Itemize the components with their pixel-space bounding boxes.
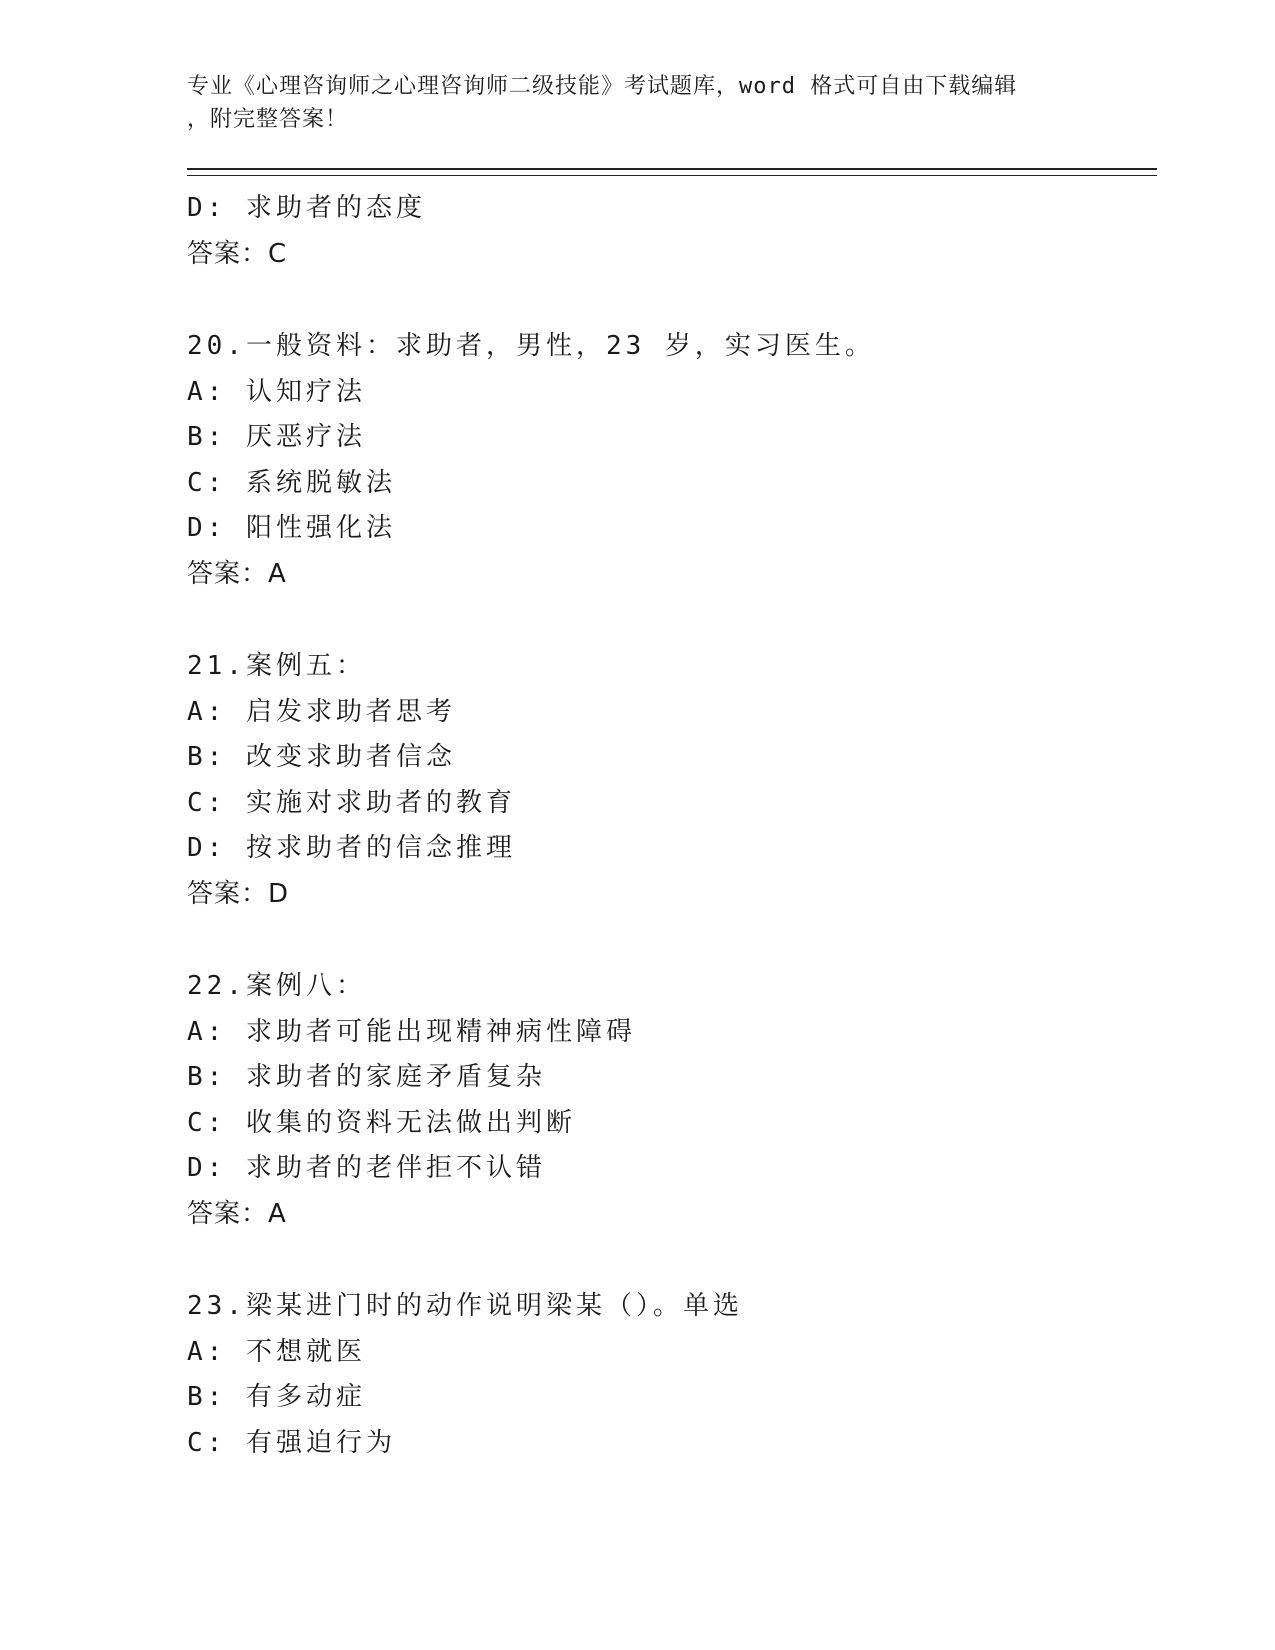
option-a: A: 不想就医 (187, 1336, 366, 1367)
option-c: C: 收集的资料无法做出判断 (187, 1107, 576, 1138)
question-stem: 20.一般资料：求助者，男性，23 岁，实习医生。 (187, 331, 875, 361)
question-block-22 (187, 964, 1157, 1237)
question-stem: 21.案例五： (187, 651, 366, 681)
document-page (187, 70, 1157, 1466)
header-divider (187, 168, 1157, 176)
option-d: D: 按求助者的信念推理 (187, 833, 516, 863)
question-block-19 (187, 186, 1157, 277)
option-d: D: 求助者的老伴拒不认错 (187, 1153, 546, 1183)
option-b: B: 有多动症 (187, 1382, 366, 1412)
question-list (187, 186, 1157, 1466)
answer-line: 答案：A (187, 1198, 287, 1229)
option-b: B: 改变求助者信念 (187, 742, 456, 772)
document-header (187, 70, 1157, 136)
option-a: A: 认知疗法 (187, 376, 366, 407)
option-d: D: 求助者的态度 (187, 193, 426, 223)
question-block-23 (187, 1284, 1157, 1466)
question-block-20 (187, 324, 1157, 597)
header-line-2: ，附完整答案！ (187, 107, 349, 132)
option-c: C: 实施对求助者的教育 (187, 787, 516, 818)
option-c: C: 有强迫行为 (187, 1427, 396, 1458)
question-block-21 (187, 644, 1157, 917)
option-c: C: 系统脱敏法 (187, 467, 396, 498)
question-stem: 23.梁某进门时的动作说明梁某（）。单选 (187, 1291, 743, 1321)
header-line-1: 专业《心理咨询师之心理咨询师二级技能》考试题库，word 格式可自由下载编辑 (187, 74, 1018, 99)
option-a: A: 启发求助者思考 (187, 696, 456, 727)
option-a: A: 求助者可能出现精神病性障碍 (187, 1016, 636, 1047)
question-stem: 22.案例八： (187, 971, 366, 1001)
answer-line: 答案：C (187, 238, 288, 269)
answer-line: 答案：D (187, 878, 290, 909)
answer-line: 答案：A (187, 558, 287, 589)
option-d: D: 阳性强化法 (187, 513, 396, 543)
option-b: B: 厌恶疗法 (187, 422, 366, 452)
option-b: B: 求助者的家庭矛盾复杂 (187, 1062, 546, 1092)
